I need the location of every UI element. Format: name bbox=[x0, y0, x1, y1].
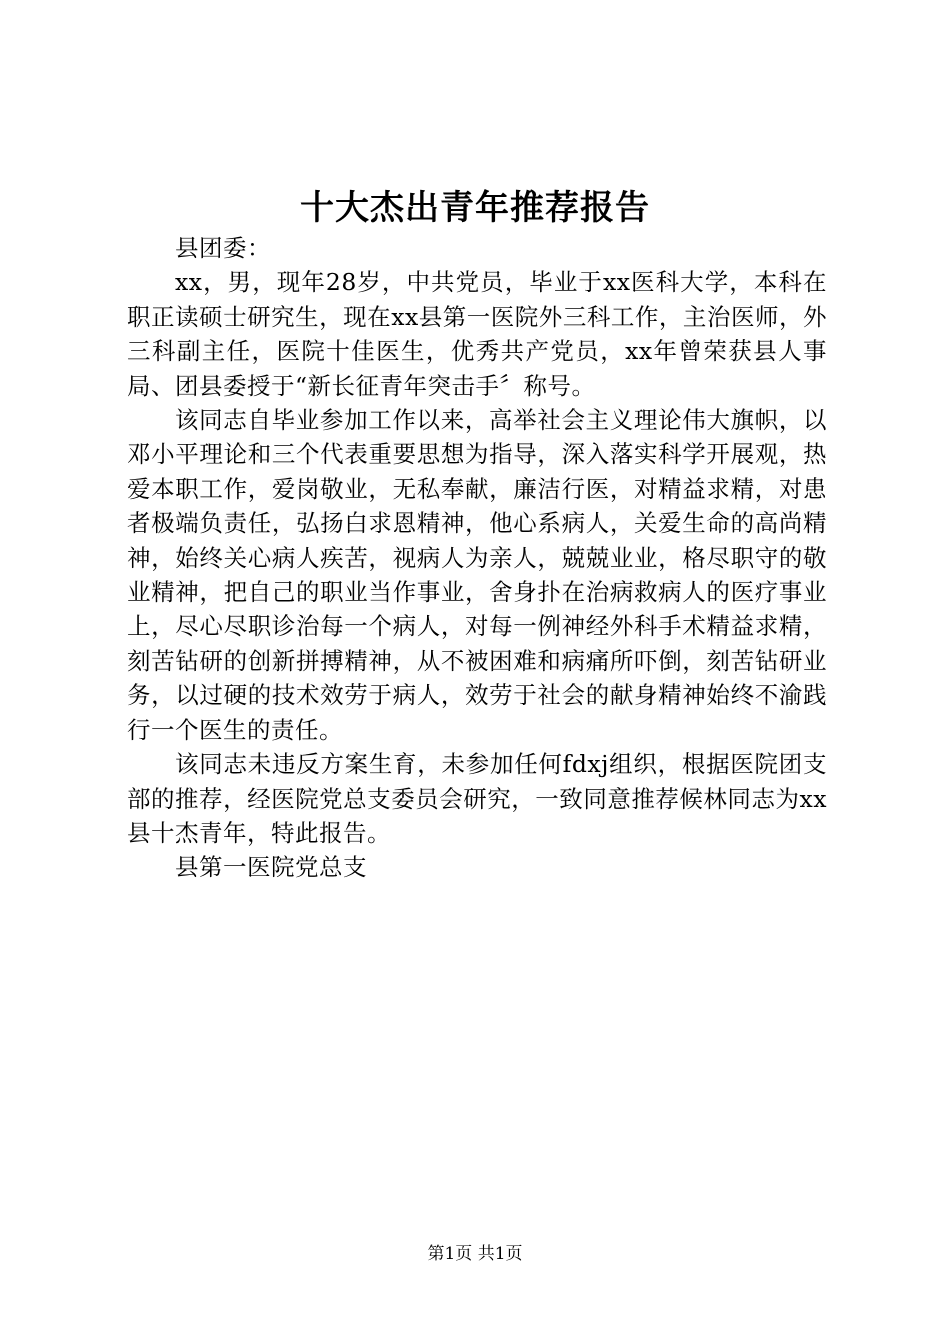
paragraph-3: 该同志未违反方案生育，未参加任何fdxj组织，根据医院团支部的推荐，经医院党总支委员会研究，一致同意推荐候林同志为xx县十杰青年，特此报告。 bbox=[127, 750, 827, 847]
salutation: 县团委： bbox=[175, 234, 271, 262]
page-footer: 第1页 共1页 bbox=[427, 1244, 523, 1264]
document-title: 十大杰出青年推荐报告 bbox=[300, 188, 650, 228]
paragraph-2: 该同志自毕业参加工作以来，高举社会主义理论伟大旗帜，以邓小平理论和三个代表重要思想为指导，深入落实科学开展观，热爱本职工作，爱岗敬业，无私奉献，廉洁行医，对精益求精，对患者极端负责任，弘扬白求恩精神，他心系病人，关爱生命的高尚精神，始终关心病人疾苦，视病人为亲人，兢兢业业，格尽职守的敬业精神，把自己的职业当作事业，舍身扑在治病救病人的医疗事业上，尽心尽职诊治每一个病人，对每一例神经外科手术精益求精，刻苦钻研的创新拼搏精神，从不被困难和病痛所吓倒，刻苦钻研业务，以过硬的技术效劳于病人，效劳于社会的献身精神始终不渝践行一个医生的责任。 bbox=[127, 406, 827, 744]
signature: 县第一医院党总支 bbox=[175, 853, 367, 882]
document-body bbox=[127, 231, 827, 885]
paragraph-1: xx，男，现年28岁，中共党员，毕业于xx医科大学，本科在职正读硕士研究生，现在xx县第一医院外三科工作，主治医师，外三科副主任，医院十佳医生，优秀共产党员，xx年曾荣获县人事局、团县委授于“新长征青年突击手〞称号。 bbox=[127, 268, 827, 400]
